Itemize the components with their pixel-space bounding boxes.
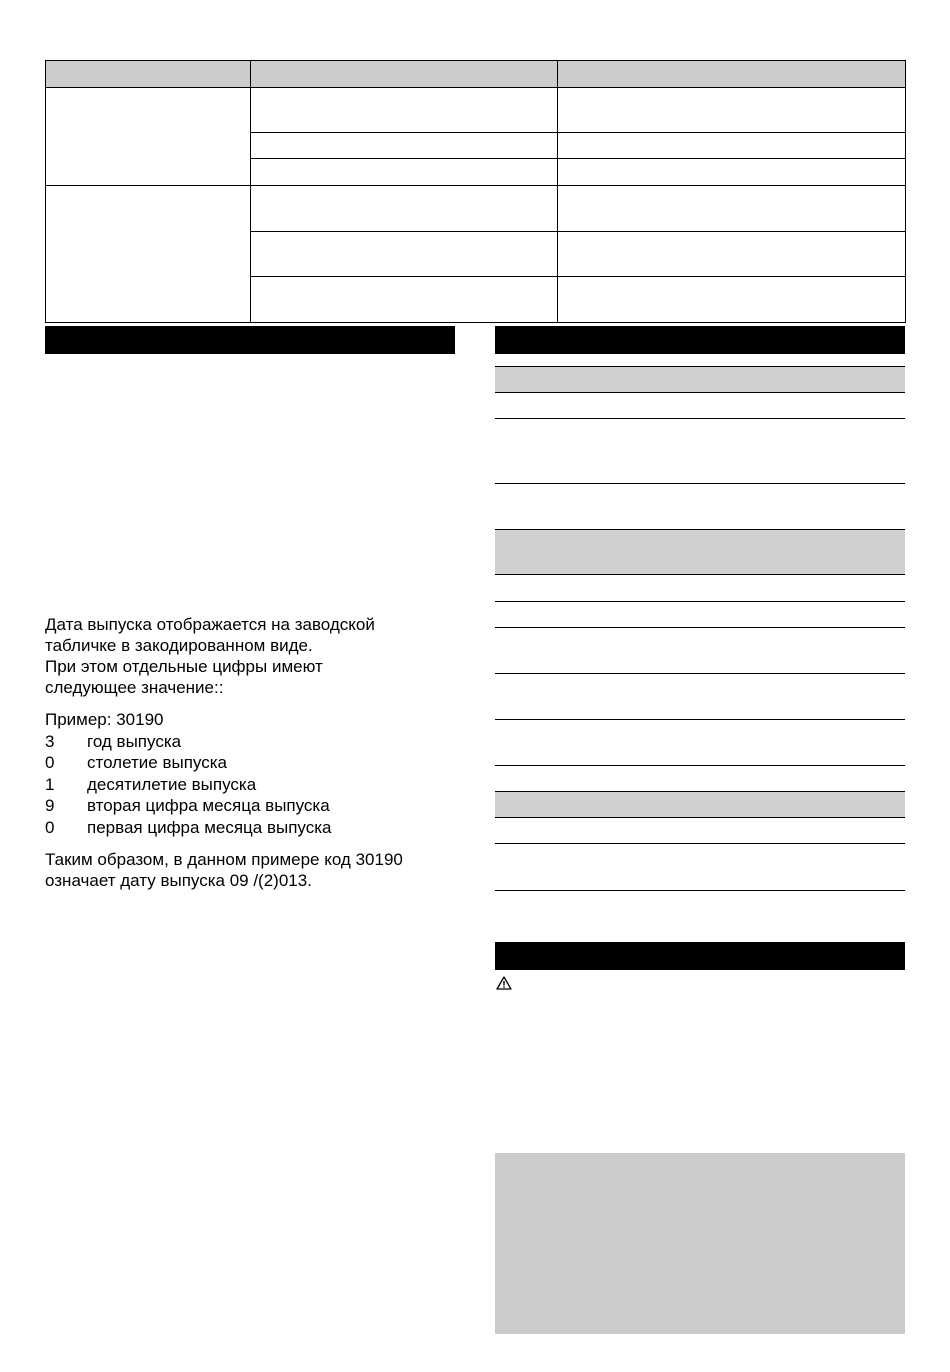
spec-table-subheader [495, 792, 905, 818]
top-table [45, 60, 906, 323]
code-digit: 1 [45, 774, 55, 794]
date-paragraph [45, 614, 375, 698]
code-item [45, 731, 331, 752]
code-meaning: год выпуска [87, 732, 182, 751]
table-row-divider [250, 276, 905, 277]
table-row-divider [250, 132, 905, 133]
spec-table-row [495, 720, 905, 766]
spec-table-subheader [495, 366, 905, 393]
code-item [45, 795, 331, 816]
safety-section-heading-bar [495, 942, 905, 970]
conclusion-paragraph [45, 849, 403, 891]
code-meaning: десятилетие выпуска [87, 774, 257, 794]
right-section-heading-bar [495, 326, 905, 354]
code-digit: 0 [45, 817, 55, 837]
spec-table-row [495, 766, 905, 792]
spec-table-subheader [495, 530, 905, 575]
code-item [45, 774, 331, 795]
code-meaning: вторая цифра месяца выпуска [87, 796, 330, 816]
text-line: Таким образом, в данном примере код 30190 [45, 850, 403, 869]
example-label: Пример: 30190 [45, 710, 164, 729]
code-item [45, 817, 331, 838]
text-line: При этом отдельные цифры имеют [45, 657, 323, 676]
spec-table-row [495, 602, 905, 628]
spec-table-row [495, 844, 905, 891]
table-group-divider [46, 185, 905, 186]
code-meaning: столетие выпуска [87, 753, 227, 773]
code-digit: 9 [45, 796, 55, 816]
text-line: табличке в закодированном виде. [45, 636, 313, 655]
text-line: следующее значение:: [45, 678, 224, 697]
warning-triangle-icon [496, 976, 512, 990]
code-digit: 0 [45, 753, 55, 773]
spec-table-row [495, 818, 905, 844]
left-section-heading-bar [45, 326, 455, 354]
spec-table-row [495, 575, 905, 602]
table-column-divider [250, 61, 251, 322]
text-line: Дата выпуска отображается на заводской [45, 615, 375, 634]
table-row-divider [250, 231, 905, 232]
spec-table-row [495, 628, 905, 674]
spec-table-row [495, 674, 905, 720]
code-digit: 3 [45, 732, 55, 751]
spec-table-row [495, 393, 905, 419]
table-header-row [46, 61, 905, 88]
spec-table-row [495, 419, 905, 484]
code-item [45, 752, 331, 773]
spec-table-row [495, 484, 905, 530]
code-meaning: первая цифра месяца выпуска [87, 817, 332, 837]
table-row-divider [250, 158, 905, 159]
table-column-divider [557, 61, 558, 322]
text-line: означает дату выпуска 09 /(2)013. [45, 871, 312, 890]
note-box [495, 1153, 905, 1334]
code-list [45, 731, 331, 838]
